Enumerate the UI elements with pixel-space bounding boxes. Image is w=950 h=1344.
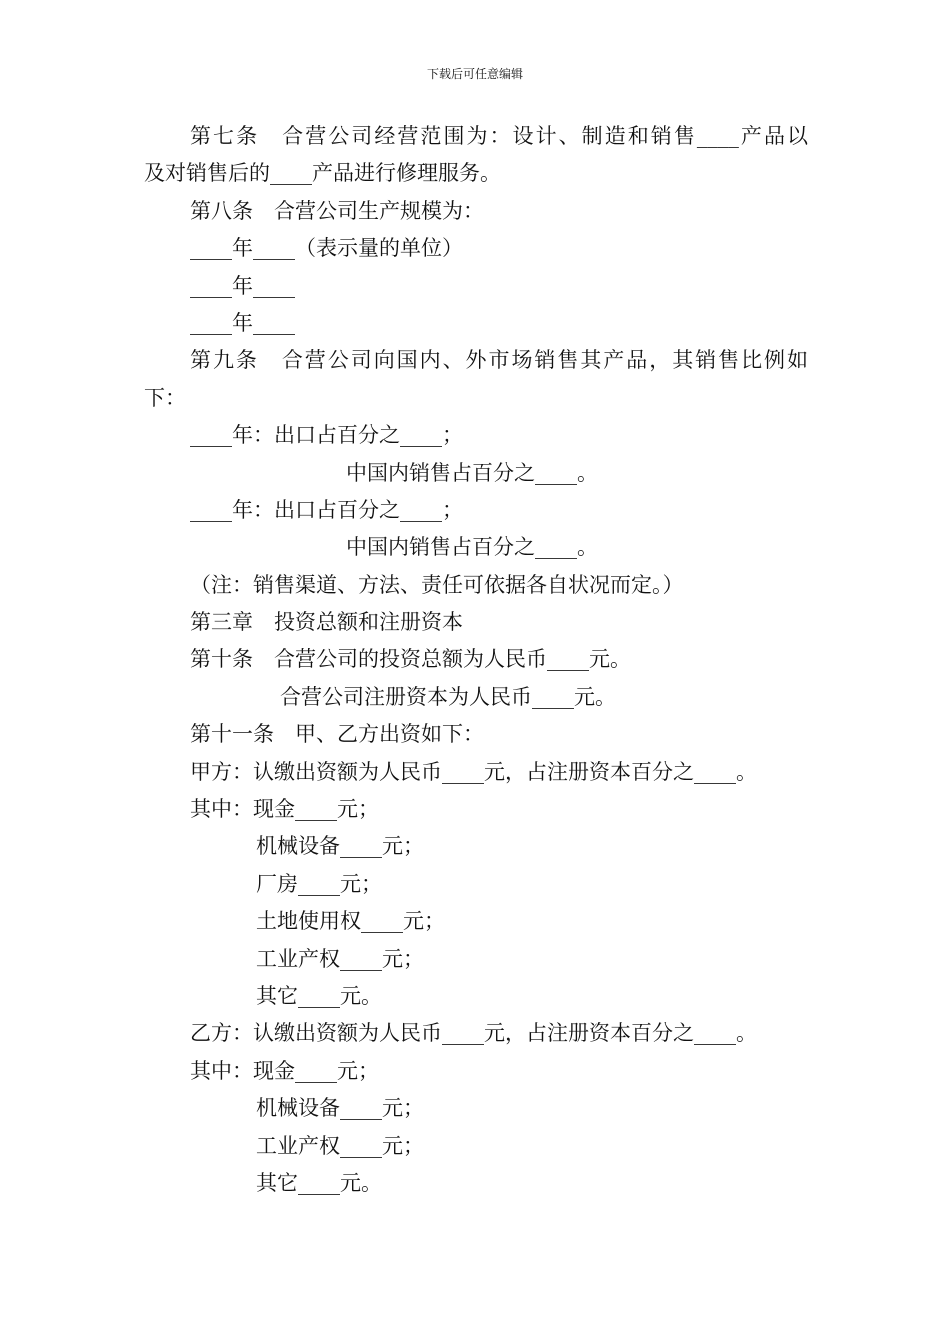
page-header: 下载后可任意编辑 — [426, 67, 523, 81]
party-b-cash: 其中：现金____元； — [190, 1058, 379, 1083]
article-9-line-2: 下： — [144, 385, 186, 410]
article-10-line-2: 合营公司注册资本为人民币____元。 — [280, 684, 616, 709]
chapter-3-heading: 第三章 投资总额和注册资本 — [190, 610, 463, 635]
party-a-cash: 其中：现金____元； — [190, 797, 379, 822]
party-a-factory: 厂房____元； — [256, 871, 382, 896]
party-a-machinery: 机械设备____元； — [256, 834, 424, 859]
party-b-machinery: 机械设备____元； — [256, 1096, 424, 1121]
party-b-other: 其它____元。 — [256, 1170, 382, 1195]
sales-ratio-domestic-2: 中国内销售占百分之____。 — [346, 535, 598, 560]
article-7-line-2: 及对销售后的____产品进行修理服务。 — [144, 161, 501, 186]
party-b-industrial-property: 工业产权____元； — [256, 1133, 424, 1158]
scale-line-1: ____年____（表示量的单位） — [190, 236, 463, 261]
party-a-industrial-property: 工业产权____元； — [256, 946, 424, 971]
sales-ratio-domestic-1: 中国内销售占百分之____。 — [346, 460, 598, 485]
sales-ratio-export-2: ____年：出口占百分之____； — [190, 497, 463, 522]
party-a-contribution: 甲方：认缴出资额为人民币____元，占注册资本百分之____。 — [190, 759, 757, 784]
sales-ratio-export-1: ____年：出口占百分之____； — [190, 423, 463, 448]
party-b-contribution: 乙方：认缴出资额为人民币____元，占注册资本百分之____。 — [190, 1021, 757, 1046]
article-8-heading: 第八条 合营公司生产规模为： — [190, 198, 484, 223]
article-9-line-1: 第九条 合营公司向国内、外市场销售其产品，其销售比例如 — [190, 348, 808, 373]
scale-line-3: ____年____ — [190, 310, 295, 335]
article-11-heading: 第十一条 甲、乙方出资如下： — [190, 722, 484, 747]
scale-line-2: ____年____ — [190, 273, 295, 298]
sales-note: （注：销售渠道、方法、责任可依据各自状况而定。） — [190, 572, 684, 597]
party-a-other: 其它____元。 — [256, 983, 382, 1008]
party-a-land-use-right: 土地使用权____元； — [256, 909, 445, 934]
article-10-line-1: 第十条 合营公司的投资总额为人民币____元。 — [190, 647, 631, 672]
document-body — [144, 118, 808, 1202]
article-7-line-1: 第七条 合营公司经营范围为：设计、制造和销售____产品以 — [190, 124, 808, 148]
